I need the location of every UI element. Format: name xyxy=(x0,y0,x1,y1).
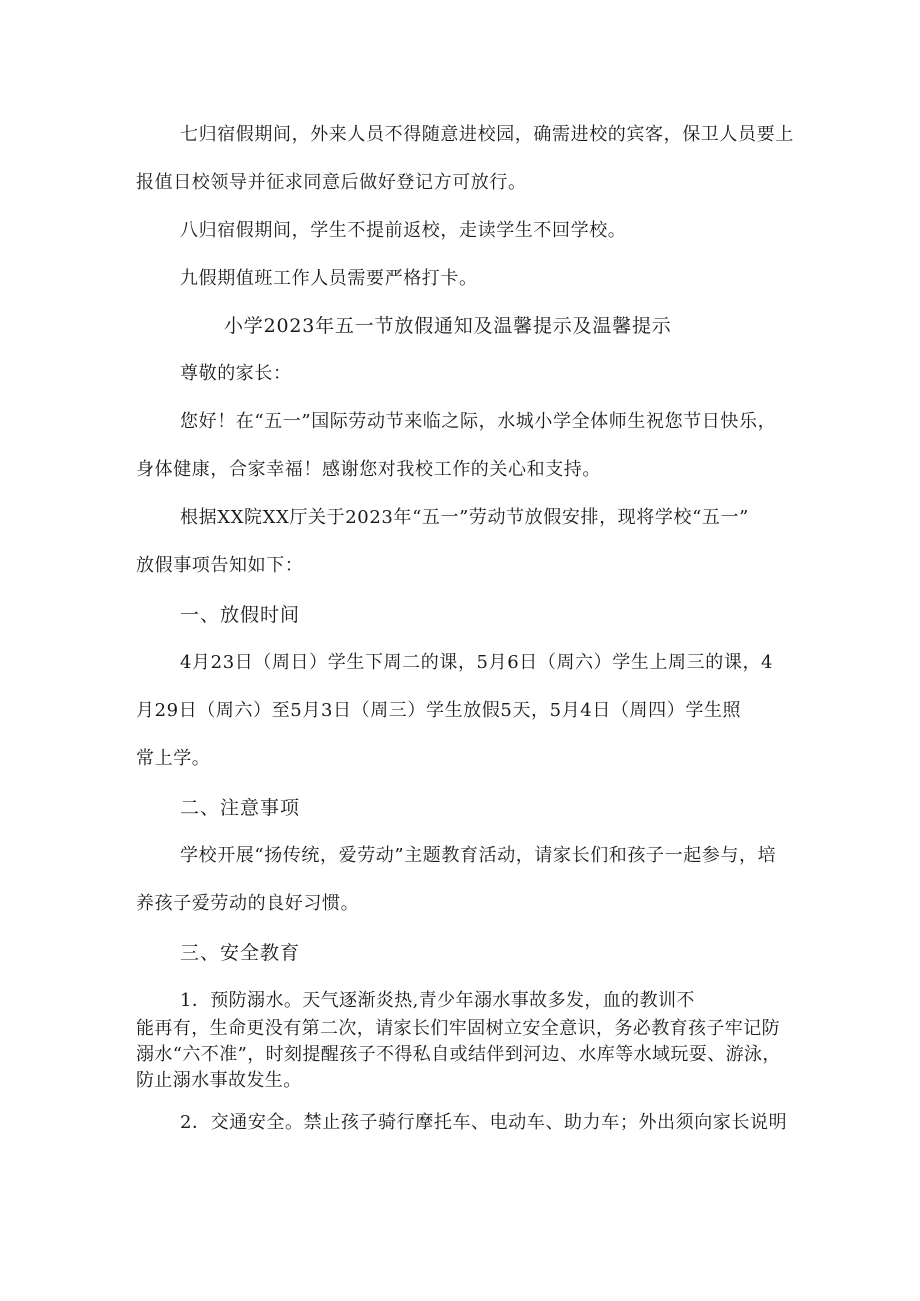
basis-line-1: 根据XX院XX厅关于2023年“五一”劳动节放假安排，现将学校“五一” xyxy=(180,507,749,528)
section-1-heading: 一、放假时间 xyxy=(180,604,301,626)
safety-item-1-line-2: 能再有，生命更没有第二次，请家长们牢固树立安全意识，务必教育孩子牢记防 xyxy=(136,1018,780,1039)
section-1-line-2: 月29日（周六）至5月3日（周三）学生放假5天，5月4日（周四）学生照 xyxy=(136,700,742,721)
basis-line-2: 放假事项告知如下： xyxy=(136,555,304,576)
safety-item-1-line-3: 溺水“六不准”，时刻提醒孩子不得私自或结伴到河边、水库等水域玩耍、游泳， xyxy=(136,1044,781,1065)
safety-item-1-line-4: 防止溺水事故发生。 xyxy=(136,1070,302,1091)
paragraph-7-line-1: 七归宿假期间，外来人员不得随意进校园，确需进校的宾客，保卫人员要上 xyxy=(180,124,794,145)
greeting-line-2: 身体健康，合家幸福！感谢您对我校工作的关心和支持。 xyxy=(136,459,601,480)
section-2-line-1: 学校开展“扬传统，爱劳动”主题教育活动，请家长们和孩子一起参与，培 xyxy=(180,845,777,866)
section-1-line-3: 常上学。 xyxy=(136,748,211,769)
safety-item-1-line-1: 1．预防溺水。天气逐渐炎热,青少年溺水事故多发，血的教训不 xyxy=(180,990,695,1011)
salutation: 尊敬的家长： xyxy=(180,363,292,384)
paragraph-8: 八归宿假期间，学生不提前返校，走读学生不回学校。 xyxy=(180,220,627,241)
section-2-heading: 二、注意事项 xyxy=(180,797,301,819)
section-1-line-1: 4月23日（周日）学生下周二的课，5月6日（周六）学生上周三的课，4 xyxy=(180,652,774,673)
paragraph-7-line-2: 报值日校领导并征求同意后做好登记方可放行。 xyxy=(136,172,527,193)
safety-item-2-line-1: 2．交通安全。禁止孩子骑行摩托车、电动车、助力车；外出须向家长说明 xyxy=(180,1112,788,1133)
paragraph-9: 九假期值班工作人员需要严格打卡。 xyxy=(180,268,478,289)
section-3-heading: 三、安全教育 xyxy=(180,942,301,964)
section-2-line-2: 养孩子爱劳动的良好习惯。 xyxy=(136,893,360,914)
greeting-line-1: 您好！在“五一”国际劳动节来临之际，水城小学全体师生祝您节日快乐， xyxy=(180,411,777,432)
notice-title: 小学2023年五一节放假通知及温馨提示及温馨提示 xyxy=(224,315,672,337)
